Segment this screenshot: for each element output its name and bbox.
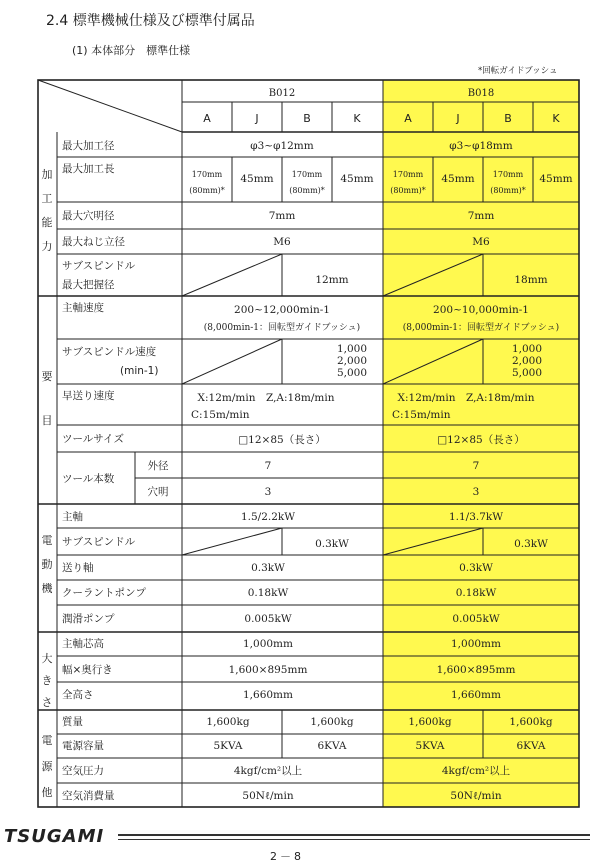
label-tool-count: ツール本数 (62, 473, 115, 485)
variant-k: K (353, 112, 361, 125)
label-m-coolant: クーラントポンプ (62, 587, 146, 599)
label-rapid: 早送り速度 (62, 390, 115, 402)
model-b018: B018 (467, 88, 495, 99)
value: 3 (264, 486, 272, 498)
value: 170mm (492, 170, 524, 179)
variant-b: B (303, 112, 311, 125)
value: 1,600kg (310, 716, 354, 728)
value: φ3~φ18mm (449, 140, 513, 152)
value: 1,600×895mm (436, 664, 516, 676)
value: C:15m/min (392, 409, 451, 421)
value: 4kgf/cm²以上 (441, 765, 511, 777)
value: 50Nℓ/min (242, 790, 294, 802)
value: 7 (264, 460, 272, 472)
value: 7mm (268, 210, 296, 222)
label-tool-outer: 外径 (147, 460, 169, 472)
table-element (203, 112, 560, 125)
variant-k: K (552, 112, 560, 125)
label-m-sub: サブスピンドル (62, 536, 136, 548)
label-mass: 質量 (62, 716, 83, 728)
label-max-dia: 最大加工径 (62, 140, 115, 152)
group-motor: 電 (41, 534, 53, 547)
label-sub-grip: 最大把握径 (62, 279, 115, 291)
value: M6 (472, 236, 490, 248)
variant-j: J (255, 112, 259, 125)
value: □12×85（長さ） (437, 434, 525, 446)
value: X:12m/min Z,A:18m/min (397, 392, 535, 404)
footnote: *回転ガイドブッシュ (478, 66, 558, 76)
label-max-thread: 最大ねじ立径 (62, 236, 125, 248)
grid-line (182, 339, 282, 384)
value: 5,000 (336, 367, 368, 379)
group-yoshoku: 目 (41, 414, 53, 427)
value: 6KVA (516, 740, 546, 752)
value: 7 (472, 460, 480, 472)
label-tool-drill: 穴明 (147, 486, 169, 498)
value: 0.3kW (315, 538, 349, 550)
value: 2,000 (336, 355, 368, 367)
value: 4kgf/cm²以上 (233, 765, 303, 777)
model-b012: B012 (268, 88, 296, 99)
value: 0.3kW (251, 562, 285, 574)
label-sub-speed: (min-1) (120, 365, 159, 377)
footer-rule (118, 834, 590, 836)
variant-b: B (504, 112, 512, 125)
group-other: 電 (41, 734, 53, 747)
label-footprint: 幅×奥行き (62, 664, 113, 676)
value: 200~10,000min-1 (433, 304, 529, 316)
label-max-drill: 最大穴明径 (62, 210, 115, 222)
value: 1,660mm (451, 689, 501, 701)
label-main-speed: 主軸速度 (62, 302, 104, 314)
grid-line (182, 254, 282, 296)
value: 1,600kg (206, 716, 250, 728)
group-kakou: 加 (41, 168, 53, 181)
value: 0.3kW (459, 562, 493, 574)
page-number: 2－8 (270, 850, 304, 863)
grid-line (38, 80, 182, 132)
label-total-h: 全高さ (62, 689, 94, 701)
value: 170mm (291, 170, 323, 179)
value: 1,600kg (509, 716, 553, 728)
value: (8,000min-1：回転型ガイドブッシュ) (203, 323, 361, 333)
value: 6KVA (317, 740, 347, 752)
label-air-p: 空気圧力 (62, 765, 104, 777)
group-yoshoku: 要 (41, 370, 53, 383)
group-motor: 動 (41, 558, 53, 571)
value: 0.005kW (244, 613, 292, 625)
value: 45mm (441, 173, 475, 185)
label-tool-size: ツールサイズ (62, 433, 124, 445)
label-m-lube: 潤滑ポンプ (62, 613, 115, 625)
value: 18mm (514, 274, 548, 286)
value: 45mm (240, 173, 274, 185)
value: 1.5/2.2kW (240, 511, 296, 523)
value: 2,000 (511, 355, 543, 367)
value: 50Nℓ/min (450, 790, 502, 802)
value: 1,600kg (408, 716, 452, 728)
group-motor: 機 (41, 582, 53, 595)
group-other: 他 (41, 786, 53, 799)
value: 200~12,000min-1 (234, 304, 330, 316)
label-power: 電源容量 (62, 740, 104, 752)
value: 1,000 (336, 343, 368, 355)
group-kakou: 工 (41, 192, 53, 205)
value: 1,000 (511, 343, 543, 355)
label-m-feed: 送り軸 (62, 562, 94, 574)
subheading: (1) 本体部分 標準仕様 (72, 44, 191, 57)
value: (80mm)* (189, 186, 225, 195)
table-element (42, 167, 54, 799)
label-center-h: 主軸芯高 (62, 638, 104, 650)
value: 1,660mm (243, 689, 293, 701)
variant-j: J (456, 112, 460, 125)
variant-a: A (404, 112, 412, 125)
value: 45mm (539, 173, 573, 185)
group-size: さ (41, 696, 53, 709)
value: 5,000 (511, 367, 543, 379)
label-air-c: 空気消費量 (62, 790, 115, 802)
label-max-len: 最大加工長 (62, 163, 115, 175)
value: 0.3kW (514, 538, 548, 550)
value: 1,000mm (451, 638, 501, 650)
grid-line (182, 528, 282, 555)
group-kakou: 力 (41, 240, 53, 253)
value: 3 (472, 486, 480, 498)
variant-a: A (203, 112, 211, 125)
value: 0.18kW (455, 587, 497, 599)
value: 1,000mm (243, 638, 293, 650)
value: 170mm (191, 170, 223, 179)
value: 1.1/3.7kW (448, 511, 504, 523)
label-sub-grip: サブスピンドル (62, 260, 136, 272)
group-size: 大 (41, 652, 53, 665)
footer-rule (118, 839, 590, 840)
value: 12mm (315, 274, 349, 286)
value: X:12m/min Z,A:18m/min (197, 392, 335, 404)
value: M6 (273, 236, 291, 248)
value: (80mm)* (390, 186, 426, 195)
value: 0.18kW (247, 587, 289, 599)
value: 170mm (392, 170, 424, 179)
value: 5KVA (213, 740, 243, 752)
value: 45mm (340, 173, 374, 185)
group-kakou: 能 (41, 216, 53, 229)
value: C:15m/min (191, 409, 250, 421)
value: (80mm)* (289, 186, 325, 195)
label-sub-speed: サブスピンドル速度 (62, 346, 157, 358)
value: 7mm (467, 210, 495, 222)
value: φ3~φ12mm (250, 140, 314, 152)
value: (8,000min-1：回転型ガイドブッシュ) (402, 323, 560, 333)
value: □12×85（長さ） (238, 434, 326, 446)
value: (80mm)* (490, 186, 526, 195)
table-element (62, 139, 169, 802)
section-heading: 2.4 標準機械仕様及び標準付属品 (46, 13, 255, 29)
value: 5KVA (415, 740, 445, 752)
group-other: 源 (41, 760, 53, 773)
value: 0.005kW (452, 613, 500, 625)
value: 1,600×895mm (228, 664, 308, 676)
brand-logo: TSUGAMI (4, 826, 105, 847)
label-m-main: 主軸 (62, 511, 83, 523)
group-size: き (41, 674, 53, 687)
